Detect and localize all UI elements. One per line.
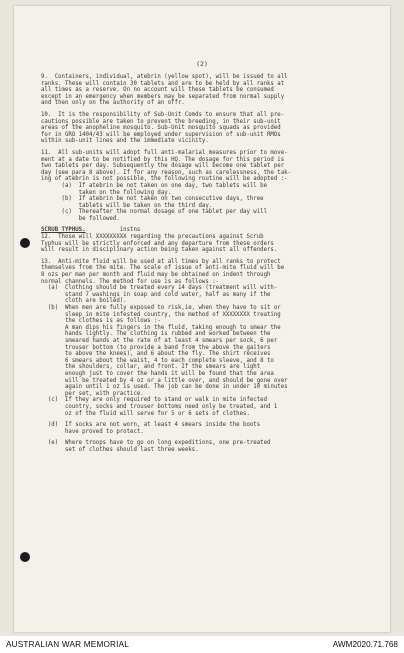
text-line: (c) If they are only required to stand or walk in mite infected (41, 397, 267, 404)
text-line: 6 smears about the waist, 4 to each complete sleeve, and 8 to (41, 357, 274, 364)
text-line: enough just to cover the hands it will be found that the area (41, 370, 274, 377)
text-line: 8 ozs per man per month and fluid may be obtained on indent through (41, 272, 271, 279)
text-line: (d) If socks are not worn, at least 4 smears inside the boots (41, 422, 261, 429)
text-line: to above the knees), and 6 about the fly. The shirt receives (41, 351, 271, 358)
text-line: 11. All sub-units will adopt full anti-malarial measures prior to move- (41, 149, 288, 156)
text-line: A man dips his fingers in the fluid, taking enough to smear the (41, 324, 281, 331)
text-line: normal channels. The method for use is as follows :- (41, 278, 220, 285)
text-line: set of clothes should last three weeks. (41, 446, 199, 453)
text-line: country, socks and trouser bottoms need only be treated, and 1 (41, 403, 278, 410)
paragraph (41, 227, 371, 253)
text-line: except in an emergency when members may be separated from normal supply (41, 93, 285, 100)
text-line: have proved to protect. (41, 428, 144, 435)
text-line: taken on the following day. (41, 189, 172, 196)
text-line: (b) When men are fully exposed to risk,ie, when they have to sit or (41, 305, 281, 311)
paragraph (41, 150, 371, 223)
text-line: day (see para 8 above). If for any reason, such as carelessness, the tak- (41, 169, 291, 176)
text-line: ing of atebrin is not possible, the following routine will be adopted :- (41, 176, 288, 183)
text-line: themselves from the mite. The scale of issue of anti-mite fluid will be (41, 265, 285, 272)
punch-hole (20, 238, 30, 248)
text-line: hands lightly. The clothing is rubbed and worked between the (41, 331, 271, 338)
paragraph (41, 422, 371, 435)
text-line: (b) If atebrin be not taken on two consecutive days, three (41, 196, 264, 203)
page-number: (2) (196, 60, 208, 68)
document-body (41, 74, 371, 458)
text-line: areas of the anopheline mosquito. Sub-Unit mosquito squads as provided (41, 125, 281, 132)
text-line: tablets will be taken on the third day. (41, 202, 213, 209)
paragraph (41, 440, 371, 453)
text-line: within sub-unit lines and the immediate vicinity. (41, 138, 209, 145)
institution-label: AUSTRALIAN WAR MEMORIAL (6, 640, 130, 649)
text-line: will result in disciplinary action being taken against all offenders. (41, 247, 278, 254)
text-line: 9. Containers, individual, atebrin (yellow spot), will be issued to all (41, 74, 288, 80)
text-line: 13. Anti-mite fluid will be used at all times by all ranks to protect (41, 258, 281, 265)
text-line: (e) Where troops have to go on long expeditions, one pre-treated (41, 440, 271, 447)
text-line: and then only on the authority of an offr. (41, 100, 185, 107)
text-line: sleep in mite infested country, the method of XXXXXXXX treating (41, 311, 281, 318)
text-line: be followed. (41, 215, 120, 222)
accession-number: AWM2020.71.768 (332, 640, 398, 649)
text-line: all times as a reserve. On no account will these tablets be consumed (41, 87, 274, 94)
text-line: stand 7 washings in soap and cold water, half as many if the (41, 291, 271, 298)
paragraph (41, 112, 371, 145)
section-heading: SCRUB TYPHUS. (41, 227, 86, 234)
text-line: smeared hands at the rate of at least 4 smears per sock, 6 per (41, 337, 278, 344)
text-line: 10. It is the responsibility of Sub-Unit Comds to ensure that all pre- (41, 111, 285, 118)
text-line: cloth are boiled). (41, 298, 127, 305)
text-line: cautions possible are taken to prevent the breeding, in their sub-unit (41, 118, 281, 125)
text-line: again until 1 oz is used. The job can be done in under 10 minutes (41, 384, 288, 391)
text-line: for in GRO 1404/43 will be employed under supervision of sub-unit RMOs (41, 131, 281, 138)
text-line: the shoulders, collar, and front. If the smears are light (41, 364, 261, 371)
text-line: (c) Thereafter the normal dosage of one tablet per day will (41, 209, 267, 216)
text-line: SCRUB TYPHUS. instns (41, 227, 141, 234)
text-line: per set, with practice. (41, 390, 144, 397)
text-line: (a) If atebrin be not taken on one day, two tablets will be (41, 182, 267, 189)
text-line: will be treated by 4 oz or a little over, and should be gone over (41, 377, 288, 384)
paragraph (41, 259, 371, 417)
text-line: (a) Clothing should be treated every 14 days (treatment will with- (41, 285, 278, 292)
archive-footer (0, 636, 404, 653)
punch-hole (20, 552, 30, 562)
text-line: 12. Those will XXXXXXXXX regarding the precautions against Scrub (41, 234, 264, 241)
text-line: two tablets per day. Subsequently the dosage will become one tablet per (41, 163, 285, 170)
text-line: ment at a date to be notified by this HQ. The dosage for this period is (41, 156, 285, 163)
text-line: ranks. These will contain 30 tablets and are to be held by all ranks at (41, 80, 285, 87)
text-line: the clothes is as follows :- (41, 318, 161, 325)
text-line: trouser bottom (to provide a band from the above the gaiters (41, 344, 271, 351)
text-line: oz of the fluid will serve for 5 or 6 sets of clothes. (41, 410, 250, 417)
text-line: Typhus will be strictly enforced and any departure from these orders (41, 240, 274, 247)
paragraph (41, 74, 371, 107)
